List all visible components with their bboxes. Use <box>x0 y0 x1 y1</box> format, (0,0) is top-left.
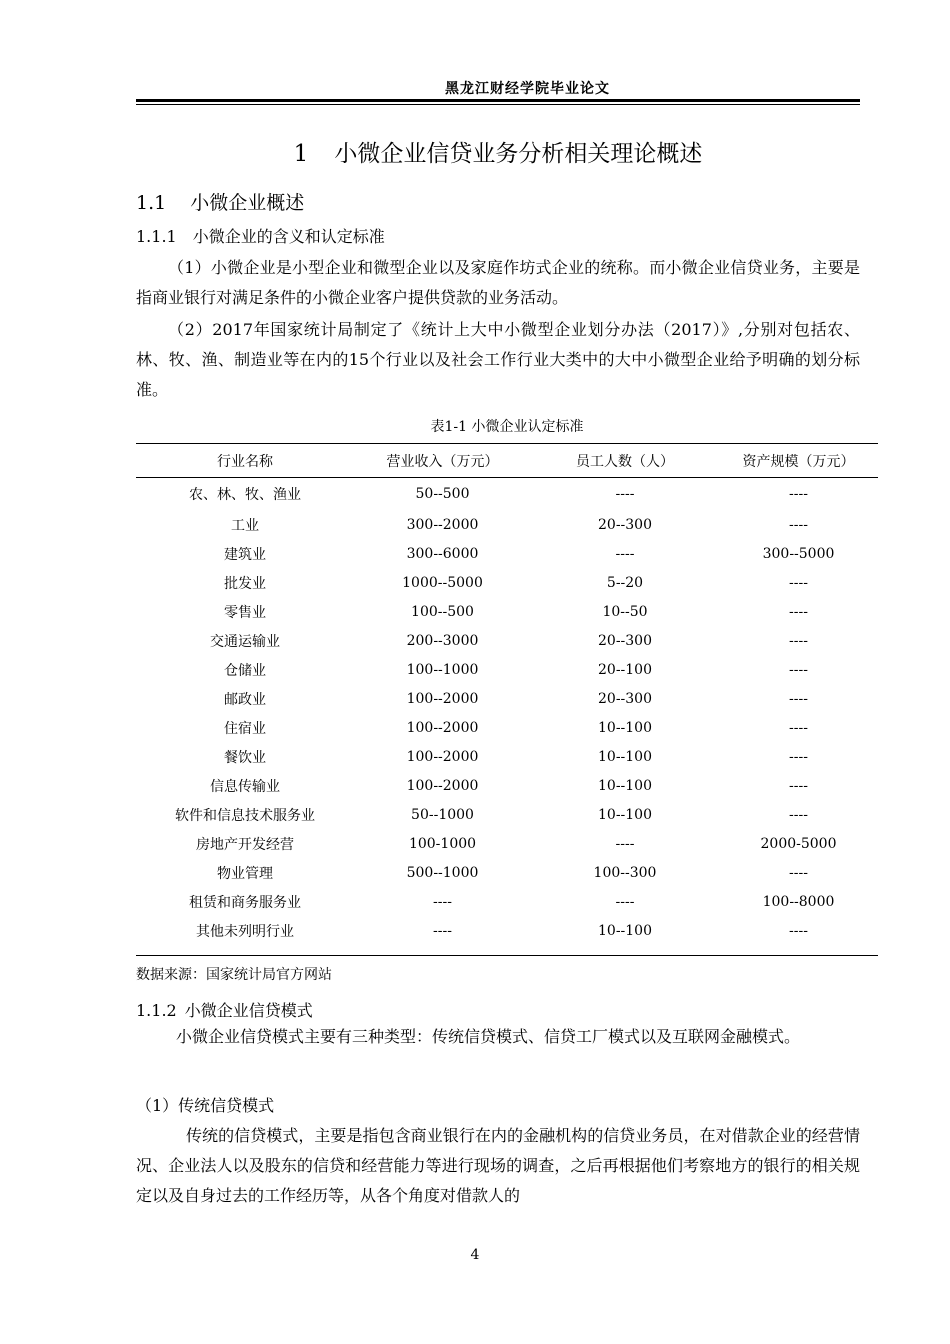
subsection-number: 1.1.1 <box>136 227 177 246</box>
table-cell: ---- <box>789 690 808 707</box>
table-cell: 餐饮业 <box>224 749 266 766</box>
table-row <box>136 771 878 800</box>
paragraph-definition: （1）小微企业是小型企业和微型企业以及家庭作坊式企业的统称。而小微企业信贷业务，主要是指商业银行对满足条件的小微企业客户提供贷款的业务活动。 <box>136 258 860 307</box>
page-number: 4 <box>470 1247 480 1263</box>
table-row <box>136 887 878 916</box>
table-cell: 批发业 <box>224 575 266 592</box>
table-cell: 100--1000 <box>406 661 479 678</box>
running-header: 黑龙江财经学院毕业论文 <box>445 81 610 97</box>
table-cell: 50--500 <box>415 485 470 502</box>
table-cell: 2000-5000 <box>760 835 837 852</box>
table-row <box>136 713 878 742</box>
table-cell: 10--100 <box>598 748 652 765</box>
table-cell: 1000--5000 <box>402 574 483 591</box>
section-title: 小微企业概述 <box>190 192 305 214</box>
subsection-title: 小微企业信贷模式 <box>184 1001 313 1020</box>
table-cell: 农、林、牧、渔业 <box>189 486 301 503</box>
table-cell: ---- <box>615 485 635 502</box>
subsection-title: 小微企业的含义和认定标准 <box>192 227 385 246</box>
column-header: 资产规模（万元） <box>742 453 855 470</box>
table-cell: 租赁和商务服务业 <box>189 894 301 911</box>
table-cell: 交通运输业 <box>210 633 280 650</box>
table-cell: 仓储业 <box>224 662 266 679</box>
table-cell: 100--2000 <box>406 719 479 736</box>
table-row <box>136 916 878 945</box>
table-cell: 10--100 <box>598 806 652 823</box>
table-cell: 邮政业 <box>224 691 266 708</box>
table-cell: 5--20 <box>606 574 644 591</box>
table-cell: 100--2000 <box>406 777 479 794</box>
chapter-title-text: 小微企业信贷业务分析相关理论概述 <box>334 141 703 167</box>
table-cell: 住宿业 <box>224 720 266 737</box>
section-heading-1-1-2 <box>136 998 313 1021</box>
table-row <box>136 829 878 858</box>
table-row <box>136 655 878 684</box>
table-cell: 100--2000 <box>406 690 479 707</box>
table-cell: 300--2000 <box>406 516 479 533</box>
column-header: 行业名称 <box>217 453 273 470</box>
table-cell: ---- <box>615 545 635 562</box>
table-cell: 50--1000 <box>411 806 474 823</box>
table-row <box>136 597 878 626</box>
section-heading-1-1-1 <box>136 224 385 247</box>
table-cell: ---- <box>433 922 452 939</box>
table-cell: 房地产开发经营 <box>196 836 294 853</box>
section-number: 1.1 <box>136 192 167 214</box>
table-header-row <box>136 444 878 477</box>
table-row <box>136 477 878 510</box>
table-cell: 20--300 <box>598 690 652 707</box>
table-cell: 零售业 <box>224 604 266 621</box>
table-cell: ---- <box>789 777 808 794</box>
table-cell: 100--8000 <box>762 893 835 910</box>
table-cell: ---- <box>789 806 808 823</box>
table-cell: 100--300 <box>593 864 657 881</box>
table-row <box>136 800 878 829</box>
chapter-number: 1 <box>293 141 309 167</box>
chapter-title <box>136 135 860 168</box>
table-cell: 100--500 <box>411 603 474 620</box>
table-cell: 500--1000 <box>406 864 479 881</box>
table-cell: 300--5000 <box>762 545 835 562</box>
table-row <box>136 539 878 568</box>
table-cell: ---- <box>433 893 452 910</box>
table-cell: ---- <box>789 516 808 533</box>
table-cell: ---- <box>789 485 808 502</box>
table-cell: 10--100 <box>598 719 652 736</box>
table-cell: 10--100 <box>598 922 652 939</box>
table-cell: 工业 <box>231 517 259 534</box>
table-row <box>136 742 878 771</box>
header-rule-thin <box>136 104 860 105</box>
table-cell: 200--3000 <box>406 632 479 649</box>
table-cell: 10--50 <box>602 603 648 620</box>
table-cell: ---- <box>789 922 808 939</box>
table-cell: 20--100 <box>598 661 652 678</box>
table-cell: ---- <box>789 864 808 881</box>
table-cell: 10--100 <box>598 777 652 794</box>
table-row <box>136 510 878 539</box>
table-row <box>136 684 878 713</box>
table-cell: 信息传输业 <box>210 778 280 795</box>
table-cell: 建筑业 <box>224 546 266 563</box>
header-rule <box>136 99 860 102</box>
table-cell: ---- <box>789 661 808 678</box>
table-cell: 20--300 <box>598 632 652 649</box>
section-heading-1-1 <box>136 188 304 215</box>
paragraph-standard: （2）2017年国家统计局制定了《统计上大中小微型企业划分办法（2017）》,分别对包括农、林、牧、渔、制造业等在内的15个行业以及社会工作行业大类中的大中小微型企业给予明确的划分标准。 <box>136 320 860 399</box>
table-cell: ---- <box>789 748 808 765</box>
table-cell: ---- <box>789 574 808 591</box>
table-cell: 其他未列明行业 <box>196 923 294 940</box>
table-cell: 20--300 <box>598 516 652 533</box>
table-row <box>136 568 878 597</box>
table-row <box>136 626 878 655</box>
table-cell: ---- <box>789 632 808 649</box>
subsection-number: 1.1.2 <box>136 1001 177 1020</box>
table-cell: 100-1000 <box>408 835 477 852</box>
subheading-traditional: （1）传统信贷模式 <box>136 1096 275 1115</box>
table-cell: 物业管理 <box>217 865 273 882</box>
table-row <box>136 858 878 887</box>
table-bottom-rule <box>136 955 878 956</box>
paragraph-traditional: 传统的信贷模式，主要是指包含商业银行在内的金融机构的信贷业务员，在对借款企业的经营情况、企业法人以及股东的信贷和经营能力等进行现场的调查，之后再根据他们考察地方的银行的相关规定以及自身过去的工作经历等，从各个角度对借款人的 <box>136 1126 860 1205</box>
table-cell: 100--2000 <box>406 748 479 765</box>
table-cell: ---- <box>789 603 808 620</box>
classification-table <box>136 444 878 945</box>
table-cell: ---- <box>615 835 635 852</box>
table-cell: ---- <box>789 719 808 736</box>
column-header: 员工人数（人） <box>576 453 674 470</box>
table-caption: 表1-1 小微企业认定标准 <box>430 419 584 435</box>
table-source-note: 数据来源：国家统计局官方网站 <box>136 967 332 983</box>
table-cell: 软件和信息技术服务业 <box>175 807 315 824</box>
paragraph-credit-models: 小微企业信贷模式主要有三种类型：传统信贷模式、信贷工厂模式以及互联网金融模式。 <box>176 1027 801 1046</box>
table-cell: ---- <box>615 893 635 910</box>
column-header: 营业收入（万元） <box>386 453 499 470</box>
table-cell: 300--6000 <box>406 545 479 562</box>
